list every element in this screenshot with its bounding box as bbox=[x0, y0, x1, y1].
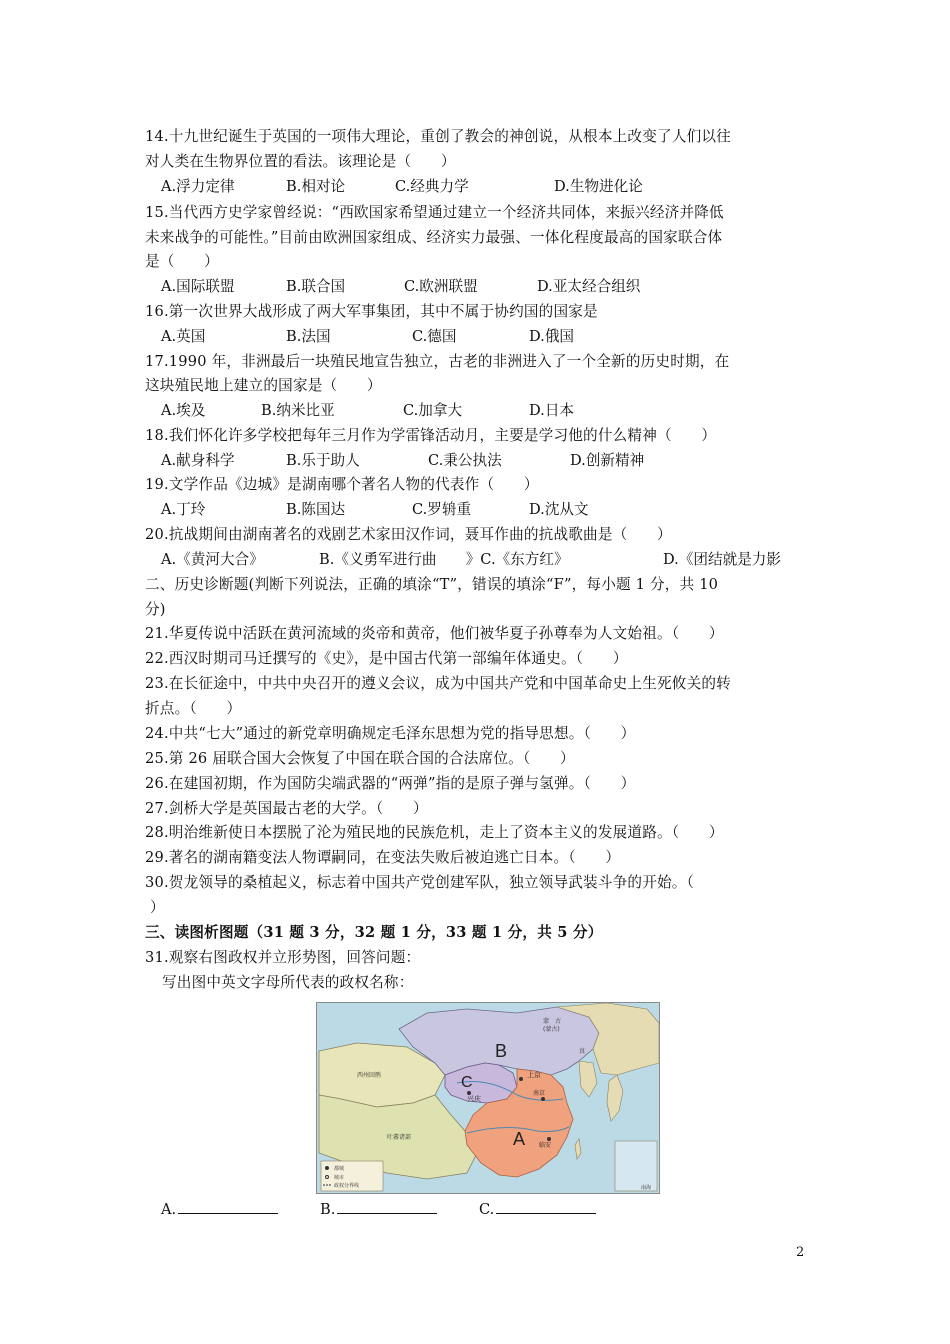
q15-option-d[interactable]: D.亚太经合组织 bbox=[537, 278, 641, 295]
section2-heading-line1: 二、历史诊断题(判断下列说法，正确的填涂“T”，错误的填涂“F”，每小题 1 分，共 10 bbox=[145, 576, 719, 593]
q19-option-a[interactable]: A.丁玲 bbox=[161, 501, 206, 518]
regime-map-svg bbox=[317, 1003, 659, 1193]
q14-option-a[interactable]: A.浮力定律 bbox=[161, 178, 235, 195]
q16-option-b[interactable]: B.法国 bbox=[286, 328, 331, 345]
map-label-mongol2: (蒙古) bbox=[543, 1026, 560, 1033]
map-label-a: A bbox=[513, 1129, 526, 1149]
q19-option-b[interactable]: B.陈国达 bbox=[286, 501, 346, 518]
q18-option-c[interactable]: C.秉公执法 bbox=[428, 452, 502, 469]
q15-option-a[interactable]: A.国际联盟 bbox=[161, 278, 235, 295]
legend-label-city: 城市 bbox=[334, 1175, 345, 1181]
q15-text-line3: 是（ ） bbox=[145, 253, 219, 270]
q20-text-line1: 20.抗战期间由湖南著名的戏剧艺术家田汉作词，聂耳作曲的抗战歌曲是（ ） bbox=[145, 526, 672, 543]
q19-option-c[interactable]: C.罗辀重 bbox=[412, 501, 472, 518]
q14-option-c[interactable]: C.经典力学 bbox=[395, 178, 469, 195]
q29-text: 29.著名的湖南籍变法人物谭嗣同，在变法失败后被迫逃亡日本。（ ） bbox=[145, 849, 621, 866]
blank-b[interactable] bbox=[320, 1199, 437, 1220]
q19-text-line1: 19.文学作品《边城》是湖南哪个著名人物的代表作（ ） bbox=[145, 476, 539, 493]
map-label-nanjing: 南京 bbox=[533, 1090, 546, 1097]
map-label-b: B bbox=[495, 1041, 508, 1061]
q17-option-c[interactable]: C.加拿大 bbox=[403, 402, 463, 419]
map-label-linan: 临安 bbox=[539, 1142, 552, 1149]
q18-option-d[interactable]: D.创新精神 bbox=[570, 452, 645, 469]
map-inset bbox=[615, 1141, 657, 1191]
q16-option-c[interactable]: C.德国 bbox=[412, 328, 457, 345]
q24-text: 24.中共“七大”通过的新党章明确规定毛泽东思想为党的指导思想。（ ） bbox=[145, 725, 636, 742]
blank-c-line[interactable] bbox=[496, 1199, 596, 1214]
q21-text: 21.华夏传说中活跃在黄河流域的炎帝和黄帝，他们被华夏子孙尊奉为人文始祖。（ ） bbox=[145, 625, 724, 642]
q14-option-d[interactable]: D.生物进化论 bbox=[554, 178, 643, 195]
map-label-xingqing: 兴庆 bbox=[467, 1095, 481, 1103]
q30-text-line2: ） bbox=[150, 899, 165, 916]
q31-prompt: 写出图中英文字母所代表的政权名称： bbox=[162, 974, 414, 991]
q16-option-d[interactable]: D.俄国 bbox=[529, 328, 575, 345]
map-label-xizhou: 西州回鹘 bbox=[357, 1072, 382, 1079]
q15-text-line1: 15.当代西方史学家曾经说：“西欧国家希望通过建立一个经济共同体，来振兴经济并降低 bbox=[145, 204, 724, 221]
q15-option-b[interactable]: B.联合国 bbox=[286, 278, 346, 295]
q14-text-line2: 对人类在生物界位置的看法。该理论是（ ） bbox=[145, 153, 456, 170]
regime-map bbox=[316, 1002, 660, 1194]
q18-option-a[interactable]: A.献身科学 bbox=[161, 452, 235, 469]
city-linan-marker bbox=[547, 1137, 551, 1141]
city-nanjing-marker bbox=[541, 1097, 545, 1101]
map-label-c: C bbox=[461, 1074, 473, 1091]
blank-c[interactable] bbox=[479, 1199, 596, 1220]
q26-text: 26.在建国初期，作为国防尖端武器的“两弹”指的是原子弹与氢弹。（ ） bbox=[145, 775, 636, 792]
city-shangjing-marker bbox=[519, 1077, 523, 1081]
section2-heading-line2: 分) bbox=[145, 601, 166, 618]
q17-option-d[interactable]: D.日本 bbox=[529, 402, 575, 419]
map-label-mongol: 蒙 古 bbox=[543, 1018, 562, 1025]
blank-a-label: A. bbox=[161, 1201, 177, 1218]
q17-option-a[interactable]: A.埃及 bbox=[161, 402, 206, 419]
q23-text-line1: 23.在长征途中，中共中央召开的遵义会议，成为中国共产党和中国革命史上生死攸关的转 bbox=[145, 675, 731, 692]
q22-text: 22.西汉时期司马迁撰写的《史》，是中国古代第一部编年体通史。（ ） bbox=[145, 650, 628, 667]
q16-option-a[interactable]: A.英国 bbox=[161, 328, 206, 345]
blank-a-line[interactable] bbox=[178, 1199, 278, 1214]
q20-option-a[interactable]: A.《黄河大合》 bbox=[161, 551, 264, 568]
legend-label-capital: 都城 bbox=[334, 1166, 345, 1172]
q14-option-b[interactable]: B.相对论 bbox=[286, 178, 346, 195]
map-label-tufan: 吐蕃诸部 bbox=[387, 1134, 412, 1141]
legend-capital-icon bbox=[325, 1166, 329, 1170]
q20-option-d[interactable]: D.《团结就是力影 bbox=[663, 551, 781, 568]
q15-text-line2: 未来战争的可能性。”目前由欧洲国家组成、经济实力最强、一体化程度最高的国家联合体 bbox=[145, 229, 723, 246]
q31-text: 31.观察右图政权并立形势图，回答问题： bbox=[145, 949, 421, 966]
q19-option-d[interactable]: D.沈从文 bbox=[529, 501, 589, 518]
q15-option-c[interactable]: C.欧洲联盟 bbox=[404, 278, 478, 295]
q28-text: 28.明治维新使日本摆脱了沦为殖民地的民族危机，走上了资本主义的发展道路。（ ） bbox=[145, 824, 724, 841]
q17-option-b[interactable]: B.纳米比亚 bbox=[261, 402, 335, 419]
map-label-shangjing: 上京 bbox=[527, 1071, 541, 1079]
q18-option-b[interactable]: B.乐于助人 bbox=[286, 452, 360, 469]
q14-text-line1: 14.十九世纪诞生于英国的一项伟大理论，重创了教会的神创说，从根本上改变了人们以往 bbox=[145, 128, 731, 145]
q20-option-bc[interactable]: B.《义勇军进行曲 》C.《东方红》 bbox=[319, 551, 569, 568]
blank-b-label: B. bbox=[320, 1201, 336, 1218]
q17-text-line2: 这块殖民地上建立的国家是（ ） bbox=[145, 377, 382, 394]
q17-text-line1: 17.1990 年，非洲最后一块殖民地宣告独立，古老的非洲进入了一个全新的历史时期，在 bbox=[145, 353, 730, 370]
legend-label-border: 政权分界线 bbox=[334, 1183, 360, 1189]
blank-a[interactable] bbox=[161, 1199, 278, 1220]
page-number: 2 bbox=[796, 1245, 805, 1260]
q30-text-line1: 30.贺龙领导的桑植起义，标志着中国共产党创建军队，独立领导武装斗争的开始。（ bbox=[145, 874, 695, 891]
q25-text: 25.第 26 届联合国大会恢复了中国在联合国的合法席位。（ ） bbox=[145, 750, 575, 767]
q27-text: 27.剑桥大学是英国最古老的大学。（ ） bbox=[145, 800, 428, 817]
map-label-nanhai: 南海 bbox=[641, 1185, 652, 1191]
blank-c-label: C. bbox=[479, 1201, 495, 1218]
q18-text-line1: 18.我们怀化许多学校把每年三月作为学雷锋活动月，主要是学习他的什么精神（ ） bbox=[145, 427, 717, 444]
map-label-zhen: 真 bbox=[579, 1048, 586, 1055]
blank-b-line[interactable] bbox=[337, 1199, 437, 1214]
q16-text-line1: 16.第一次世界大战形成了两大军事集团，其中不属于协约国的国家是 bbox=[145, 303, 598, 320]
section3-heading: 三、读图析图题（31 题 3 分，32 题 1 分，33 题 1 分，共 5 分） bbox=[145, 924, 603, 941]
q23-text-line2: 折点。（ ） bbox=[145, 700, 242, 717]
